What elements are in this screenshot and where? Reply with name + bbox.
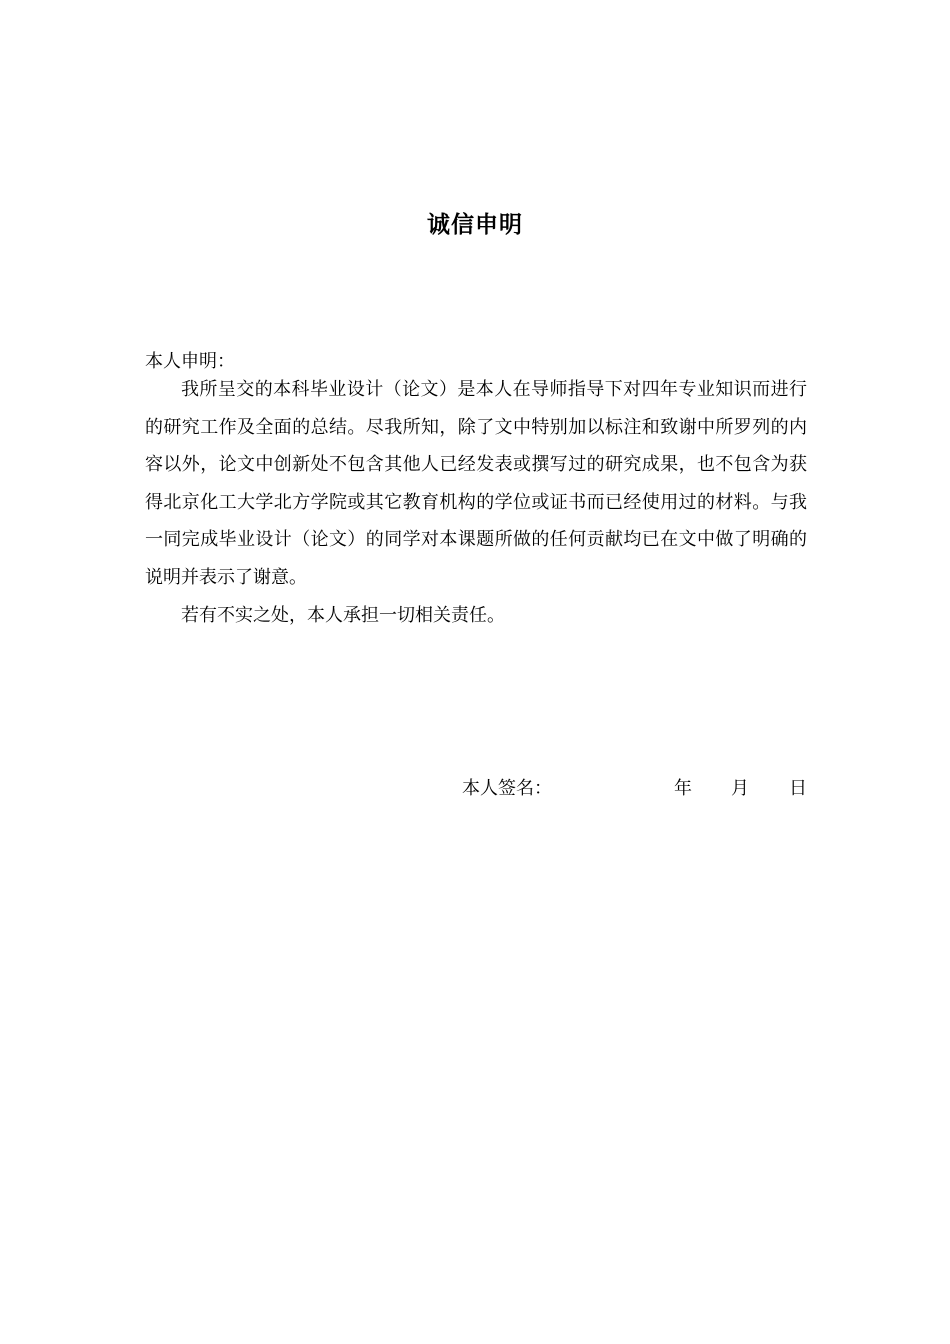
signature-day-label: 日 [789,778,807,799]
signature-month-label: 月 [731,778,749,799]
declaration-body [145,371,807,634]
declaration-label: 本人申明： [145,351,235,372]
declaration-paragraph-main: 我所呈交的本科毕业设计（论文）是本人在导师指导下对四年专业知识而进行的研究工作及全面的总结。尽我所知，除了文中特别加以标注和致谢中所罗列的内容以外，论文中创新处不包含其他人已经发表或撰写过的研究成果，也不包含为获得北京化工大学北方学院或其它教育机构的学位或证书而已经使用过的材料。与我一同完成毕业设计（论文）的同学对本课题所做的任何贡献均已在文中做了明确的说明并表示了谢意。 [145,379,807,588]
signature-year-label: 年 [674,778,692,799]
signature-row [0,774,950,804]
signature-label: 本人签名： [462,778,552,799]
page-title: 诚信申明 [427,212,523,238]
declaration-paragraph-responsibility: 若有不实之处，本人承担一切相关责任。 [181,604,505,626]
